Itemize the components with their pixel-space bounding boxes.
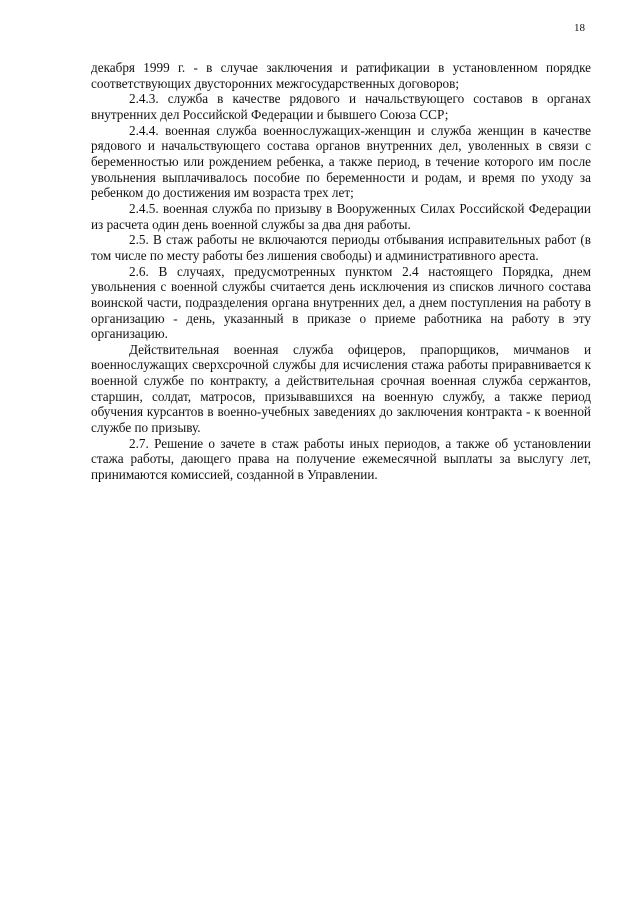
paragraph-2-7: 2.7. Решение о зачете в стаж работы иных периодов, а также об установлении стажа работы, дающего права на получение ежемесячной выплаты за выслугу лет, принимаются комиссией, созданной в Управлении. (91, 435, 591, 483)
paragraph-military-service: Действительная военная служба офицеров, прапорщиков, мичманов и военнослужащих сверхсрочной службы для исчисления стажа работы приравнивается к военной службе по контракту, а действительная срочная военная служба сержантов, старшин, солдат, матросов, призывавшихся на военную службу, а также период обучения курсантов в военно-учебных заведениях до заключения контракта - к военной службе по призыву. (91, 341, 591, 436)
paragraph-2-4-3: 2.4.3. служба в качестве рядового и начальствующего составов в органах внутренних дел Российской Федерации и бывшего Союза ССР; (91, 91, 591, 122)
page-number: 18 (574, 22, 585, 34)
paragraph-2-5: 2.5. В стаж работы не включаются периоды отбывания исправительных работ (в том числе по месту работы без лишения свободы) и административного ареста. (91, 232, 591, 263)
paragraph-2-4-4: 2.4.4. военная служба военнослужащих-женщин и служба женщин в качестве рядового и начальствующего состава органов внутренних дел, уволенных в связи с беременностью или рождением ребенка, а также период, в течение которого им после увольнения выплачивалось пособие по беременности и родам, и время по уходу за ребенком до достижения им возраста трех лет; (91, 122, 591, 201)
document-body (91, 60, 591, 483)
paragraph-2-4-5: 2.4.5. военная служба по призыву в Вооруженных Силах Российской Федерации из расчета один день военной службы за два дня работы. (91, 200, 591, 232)
paragraph-continuation: декабря 1999 г. - в случае заключения и ратификации в установленном порядке соответствующих двусторонних межгосударственных договоров; (91, 60, 591, 91)
paragraph-2-6: 2.6. В случаях, предусмотренных пунктом 2.4 настоящего Порядка, днем увольнения с военной службы считается день исключения из списков личного состава воинской части, подразделения органа внутренних дел, а днем поступления на работу в организацию - день, указанный в приказе о приеме работника на работу в эту организацию. (91, 263, 591, 342)
